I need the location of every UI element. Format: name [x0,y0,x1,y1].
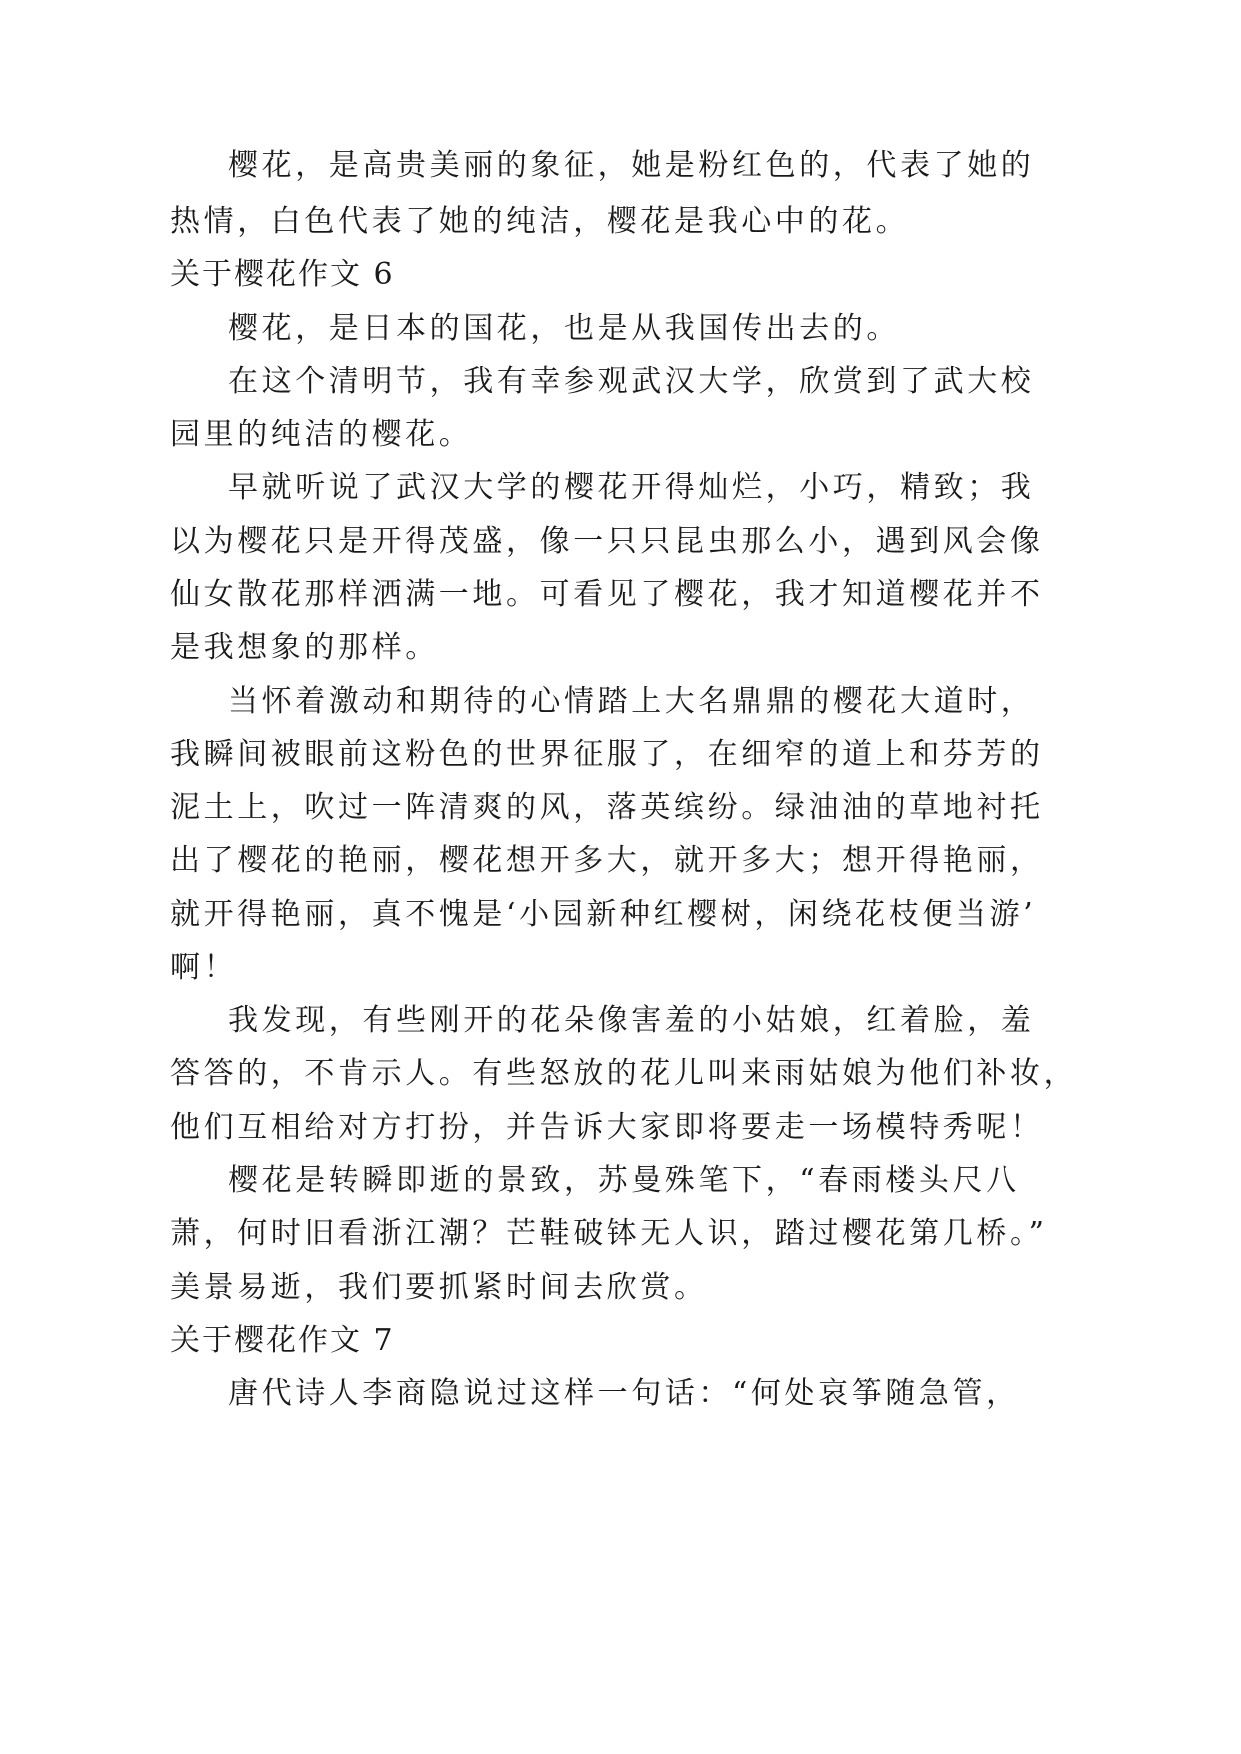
text-line: 樱花，是日本的国花，也是从我国传出去的。 [228,311,900,346]
text-line: 我瞬间被眼前这粉色的世界征服了，在细窄的道上和芬芳的 [170,737,1044,772]
text-line: 樱花，是高贵美丽的象征，她是粉红色的，代表了她的 [228,148,1035,183]
text-line: 泥土上，吹过一阵清爽的风，落英缤纷。绿油油的草地衬托 [170,790,1044,825]
text-line: 园里的纯洁的樱花。 [170,417,473,452]
text-line: 唐代诗人李商隐说过这样一句话：“何处哀筝随急管， [228,1376,1020,1411]
text-line: 热情，白色代表了她的纯洁，樱花是我心中的花。 [170,204,910,239]
text-line: 我发现，有些刚开的花朵像害羞的小姑娘，红着脸，羞 [228,1003,1035,1038]
text-line: 樱花是转瞬即逝的景致，苏曼殊笔下，“春雨楼头尺八 [228,1163,1020,1198]
text-line: 答答的，不肯示人。有些怒放的花儿叫来雨姑娘为他们补妆， [170,1056,1078,1091]
text-line: 他们互相给对方打扮，并告诉大家即将要走一场模特秀呢！ [170,1110,1044,1145]
text-line: 在这个清明节，我有幸参观武汉大学，欣赏到了武大校 [228,364,1035,399]
text-line: 仙女散花那样洒满一地。可看见了樱花，我才知道樱花并不 [170,577,1044,612]
text-line: 以为樱花只是开得茂盛，像一只只昆虫那么小，遇到风会像 [170,524,1044,559]
text-line: 美景易逝，我们要抓紧时间去欣赏。 [170,1270,708,1305]
text-line: 早就听说了武汉大学的樱花开得灿烂，小巧，精致；我 [228,470,1035,505]
text-line: 萧，何时旧看浙江潮？芒鞋破钵无人识，踏过樱花第几桥。” [170,1216,1048,1251]
section-heading: 关于樱花作文 7 [170,1323,395,1358]
text-line: 是我想象的那样。 [170,630,439,665]
text-line: 出了樱花的艳丽，樱花想开多大，就开多大；想开得艳丽， [170,843,1044,878]
text-line: 就开得艳丽，真不愧是‘小园新种红樱树，闲绕花枝便当游’ [170,897,1037,932]
text-line: 啊！ [170,950,238,985]
section-heading: 关于樱花作文 6 [170,257,395,292]
text-line: 当怀着激动和期待的心情踏上大名鼎鼎的樱花大道时， [228,684,1035,719]
